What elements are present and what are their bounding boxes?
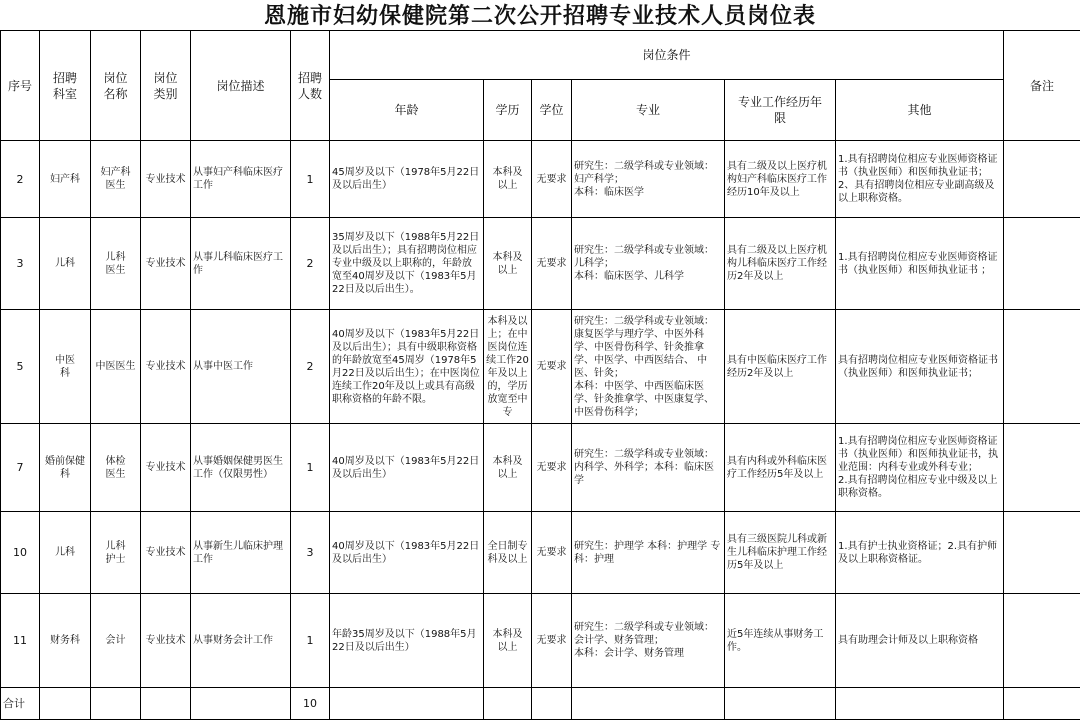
empty-cell xyxy=(330,688,484,720)
cell-experience: 具有三级医院儿科或新生儿科临床护理工作经历5年及以上 xyxy=(725,512,836,594)
cell-education: 本科及 以上 xyxy=(484,424,532,512)
cell-major: 研究生：二级学科或专业领域：儿科学； 本科：临床医学、儿科学 xyxy=(572,218,725,310)
total-label: 合计 xyxy=(1,688,40,720)
cell-age: 年龄35周岁及以下（1988年5月22日及以后出生） xyxy=(330,594,484,688)
empty-cell xyxy=(532,688,572,720)
cell-degree: 无要求 xyxy=(532,424,572,512)
empty-cell xyxy=(1004,688,1080,720)
cell-other: 1.具有招聘岗位相应专业医师资格证书（执业医师）和医师执业证书，执业范围：内科专业或外科专业； 2.具有招聘岗位相应专业中级及以上职称资格。 xyxy=(836,424,1004,512)
cell-post-name: 儿科 护士 xyxy=(91,512,141,594)
cell-other: 具有招聘岗位相应专业医师资格证书（执业医师）和医师执业证书； xyxy=(836,310,1004,424)
cell-description: 从事中医工作 xyxy=(191,310,291,424)
table-row xyxy=(1,594,1080,688)
header-description: 岗位描述 xyxy=(191,31,291,141)
cell-major: 研究生：二级学科或专业领域：内科学、外科学；本科：临床医学 xyxy=(572,424,725,512)
header-major: 专业 xyxy=(572,80,725,141)
cell-count: 1 xyxy=(291,141,330,218)
cell-education: 全日制专科及以上 xyxy=(484,512,532,594)
cell-post-type: 专业技术 xyxy=(141,310,191,424)
empty-cell xyxy=(40,688,91,720)
cell-dept: 妇产科 xyxy=(40,141,91,218)
header-seq: 序号 xyxy=(1,31,40,141)
cell-major: 研究生：二级学科或专业领域：妇产科学； 本科：临床医学 xyxy=(572,141,725,218)
cell-degree: 无要求 xyxy=(532,594,572,688)
cell-remark xyxy=(1004,310,1080,424)
cell-count: 2 xyxy=(291,310,330,424)
cell-other: 1.具有招聘岗位相应专业医师资格证书（执业医师）和医师执业证书 ； xyxy=(836,218,1004,310)
cell-experience: 具有中医临床医疗工作经历2年及以上 xyxy=(725,310,836,424)
table-row xyxy=(1,424,1080,512)
cell-post-type: 专业技术 xyxy=(141,218,191,310)
header-dept: 招聘 科室 xyxy=(40,31,91,141)
cell-seq: 2 xyxy=(1,141,40,218)
cell-dept: 财务科 xyxy=(40,594,91,688)
cell-age: 35周岁及以下（1988年5月22日及以后出生）；具有招聘岗位相应专业中级及以上职称的，年龄放宽至40周岁及以下（1983年5月22日及以后出生）。 xyxy=(330,218,484,310)
cell-seq: 7 xyxy=(1,424,40,512)
header-education: 学历 xyxy=(484,80,532,141)
cell-experience: 具有二级及以上医疗机构儿科临床医疗工作经历2年及以上 xyxy=(725,218,836,310)
cell-degree: 无要求 xyxy=(532,310,572,424)
cell-age: 40周岁及以下（1983年5月22日及以后出生） xyxy=(330,512,484,594)
total-count: 10 xyxy=(291,688,330,720)
header-post-name: 岗位 名称 xyxy=(91,31,141,141)
cell-post-type: 专业技术 xyxy=(141,141,191,218)
cell-seq: 10 xyxy=(1,512,40,594)
cell-other: 具有助理会计师及以上职称资格 xyxy=(836,594,1004,688)
cell-experience: 具有内科或外科临床医疗工作经历5年及以上 xyxy=(725,424,836,512)
cell-description: 从事妇产科临床医疗工作 xyxy=(191,141,291,218)
cell-remark xyxy=(1004,594,1080,688)
cell-count: 1 xyxy=(291,594,330,688)
cell-education: 本科及 以上 xyxy=(484,594,532,688)
table-row xyxy=(1,512,1080,594)
cell-age: 40周岁及以下（1983年5月22日及以后出生）；具有中级职称资格的年龄放宽至45周岁（1978年5月22日及以后出生）；在中医岗位连续工作20年及以上或具有高级职称资格的年龄不限。 xyxy=(330,310,484,424)
cell-degree: 无要求 xyxy=(532,141,572,218)
cell-education: 本科及以上；在中医岗位连续工作20年及以上的，学历放宽至中专 xyxy=(484,310,532,424)
cell-description: 从事新生儿临床护理工作 xyxy=(191,512,291,594)
empty-cell xyxy=(725,688,836,720)
cell-post-name: 儿科 医生 xyxy=(91,218,141,310)
cell-age: 40周岁及以下（1983年5月22日及以后出生） xyxy=(330,424,484,512)
cell-seq: 11 xyxy=(1,594,40,688)
cell-post-type: 专业技术 xyxy=(141,512,191,594)
cell-age: 45周岁及以下（1978年5月22日及以后出生） xyxy=(330,141,484,218)
cell-degree: 无要求 xyxy=(532,512,572,594)
header-row xyxy=(1,31,1080,80)
cell-dept: 儿科 xyxy=(40,512,91,594)
table-row xyxy=(1,218,1080,310)
cell-dept: 儿科 xyxy=(40,218,91,310)
cell-dept: 婚前保健 科 xyxy=(40,424,91,512)
cell-seq: 3 xyxy=(1,218,40,310)
cell-degree: 无要求 xyxy=(532,218,572,310)
cell-dept: 中医 科 xyxy=(40,310,91,424)
cell-education: 本科及 以上 xyxy=(484,141,532,218)
cell-description: 从事儿科临床医疗工作 xyxy=(191,218,291,310)
header-remark: 备注 xyxy=(1004,31,1080,141)
cell-remark xyxy=(1004,512,1080,594)
header-post-type: 岗位 类别 xyxy=(141,31,191,141)
header-experience: 专业工作经历年 限 xyxy=(725,80,836,141)
cell-remark xyxy=(1004,218,1080,310)
cell-count: 3 xyxy=(291,512,330,594)
empty-cell xyxy=(836,688,1004,720)
page-title: 恩施市妇幼保健院第二次公开招聘专业技术人员岗位表 xyxy=(263,3,816,29)
cell-education: 本科及 以上 xyxy=(484,218,532,310)
empty-cell xyxy=(191,688,291,720)
cell-experience: 近5年连续从事财务工作。 xyxy=(725,594,836,688)
cell-remark xyxy=(1004,141,1080,218)
cell-experience: 具有二级及以上医疗机构妇产科临床医疗工作经历10年及以上 xyxy=(725,141,836,218)
cell-count: 2 xyxy=(291,218,330,310)
header-age: 年龄 xyxy=(330,80,484,141)
cell-description: 从事婚姻保健男医生工作（仅限男性） xyxy=(191,424,291,512)
cell-post-type: 专业技术 xyxy=(141,594,191,688)
empty-cell xyxy=(91,688,141,720)
empty-cell xyxy=(141,688,191,720)
cell-other: 1.具有护士执业资格证；2.具有护师及以上职称资格证。 xyxy=(836,512,1004,594)
empty-cell xyxy=(572,688,725,720)
cell-post-type: 专业技术 xyxy=(141,424,191,512)
cell-post-name: 体检 医生 xyxy=(91,424,141,512)
empty-cell xyxy=(484,688,532,720)
cell-post-name: 妇产科 医生 xyxy=(91,141,141,218)
header-count: 招聘 人数 xyxy=(291,31,330,141)
cell-major: 研究生：护理学 本科：护理学 专科：护理 xyxy=(572,512,725,594)
table-row xyxy=(1,310,1080,424)
cell-post-name: 会计 xyxy=(91,594,141,688)
cell-count: 1 xyxy=(291,424,330,512)
header-degree: 学位 xyxy=(532,80,572,141)
cell-remark xyxy=(1004,424,1080,512)
cell-post-name: 中医医生 xyxy=(91,310,141,424)
total-row xyxy=(1,688,1080,720)
recruitment-table xyxy=(0,30,1080,720)
cell-other: 1.具有招聘岗位相应专业医师资格证书（执业医师）和医师执业证书； 2、具有招聘岗位相应专业副高级及以上职称资格。 xyxy=(836,141,1004,218)
cell-seq: 5 xyxy=(1,310,40,424)
header-conditions: 岗位条件 xyxy=(330,31,1004,80)
cell-major: 研究生：二级学科或专业领域：康复医学与理疗学、中医外科学、中医骨伤科学、针灸推拿学、中医学、中西医结合、 中医、针灸； 本科：中医学、中西医临床医学、针灸推拿学、中医康复学、中医骨伤科学； xyxy=(572,310,725,424)
cell-description: 从事财务会计工作 xyxy=(191,594,291,688)
header-other: 其他 xyxy=(836,80,1004,141)
table-row xyxy=(1,141,1080,218)
cell-major: 研究生：二级学科或专业领域：会计学、财务管理； 本科：会计学、财务管理 xyxy=(572,594,725,688)
